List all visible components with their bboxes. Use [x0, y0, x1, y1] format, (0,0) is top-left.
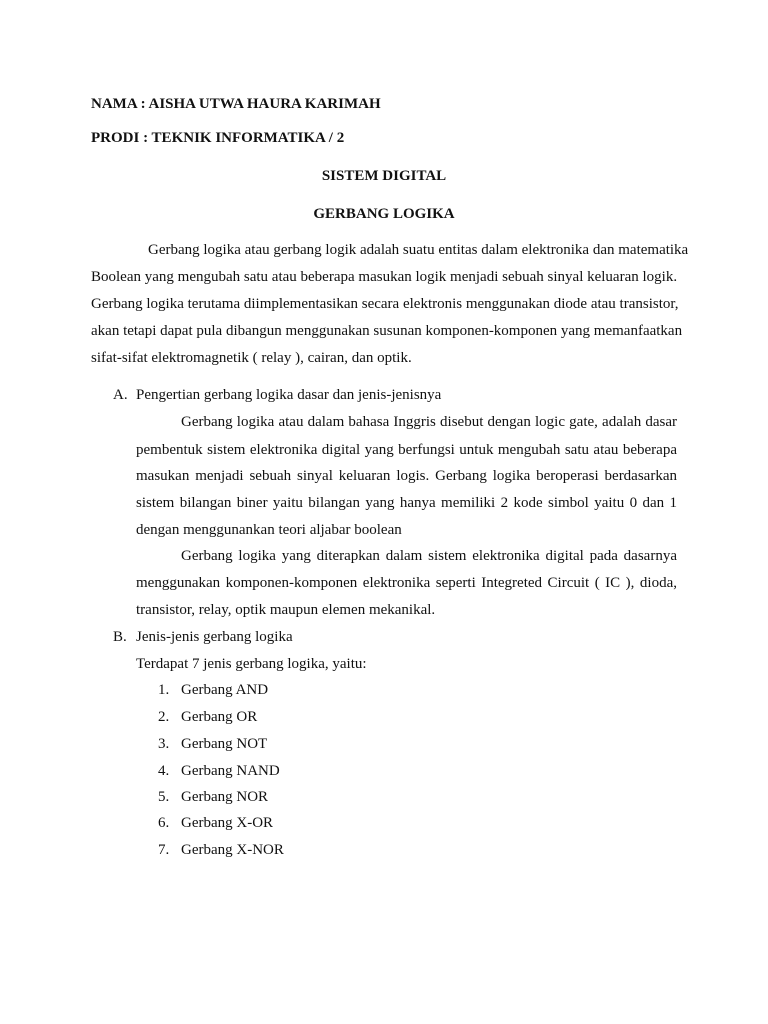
- list-item: Gerbang OR: [181, 709, 258, 725]
- intro-line-2: Boolean yang mengubah satu atau beberapa masukan logik menjadi sebuah sinyal keluaran logik.: [91, 269, 678, 285]
- list-item-number: 5.: [158, 789, 170, 805]
- section-a-para2-line-2: menggunakan komponen-komponen elektronika seperti Integreted Circuit ( IC ), dioda,: [136, 575, 677, 591]
- intro-line-5: sifat-sifat elektromagnetik ( relay ), cairan, dan optik.: [91, 350, 412, 366]
- section-a-para1-line-5: dengan menggunankan teori aljabar boolean: [136, 522, 402, 538]
- intro-line-1: Gerbang logika atau gerbang logik adalah suatu entitas dalam elektronika dan matematika: [148, 242, 689, 258]
- section-a-heading: Pengertian gerbang logika dasar dan jenis-jenisnya: [136, 387, 442, 403]
- list-item-number: 1.: [158, 682, 170, 698]
- section-a-para1-line-3: masukan menjadi sebuah sinyal keluaran logis. Gerbang logika beroperasi berdasarkan: [136, 468, 677, 484]
- list-item-number: 4.: [158, 763, 170, 779]
- list-item: Gerbang AND: [181, 682, 269, 698]
- subject-title: SISTEM DIGITAL: [321, 168, 447, 184]
- topic-title: GERBANG LOGIKA: [313, 206, 455, 222]
- list-item-number: 2.: [158, 709, 170, 725]
- section-a-para1-line-2: pembentuk sistem elektronika digital yang berfungsi untuk mengubah satu atau beberapa: [136, 442, 677, 458]
- section-b-marker: B.: [113, 629, 127, 645]
- intro-line-3: Gerbang logika terutama diimplementasikan secara elektronis menggunakan diode atau transistor,: [91, 296, 679, 312]
- section-a-para2-line-1: Gerbang logika yang diterapkan dalam sistem elektronika digital pada dasarnya: [181, 548, 677, 564]
- list-item: Gerbang NOT: [181, 736, 268, 752]
- list-item-number: 6.: [158, 815, 170, 831]
- section-b-intro: Terdapat 7 jenis gerbang logika, yaitu:: [136, 656, 367, 672]
- intro-line-4: akan tetapi dapat pula dibangun menggunakan susunan komponen-komponen yang memanfaatkan: [91, 323, 683, 339]
- section-a-para1-line-4: sistem bilangan biner yaitu bilangan yang hanya memiliki 2 kode simbol yaitu 0 dan 1: [136, 495, 677, 511]
- list-item: Gerbang NOR: [181, 789, 269, 805]
- name-line: NAMA : AISHA UTWA HAURA KARIMAH: [91, 96, 381, 112]
- section-b-heading: Jenis-jenis gerbang logika: [136, 629, 293, 645]
- section-a-marker: A.: [113, 387, 128, 403]
- section-a-para2-line-3: transistor, relay, optik maupun elemen mekanikal.: [136, 602, 436, 618]
- list-item: Gerbang X-OR: [181, 815, 274, 831]
- list-item: Gerbang NAND: [181, 763, 280, 779]
- section-a-para1-line-1: Gerbang logika atau dalam bahasa Inggris disebut dengan logic gate, adalah dasar: [181, 414, 677, 430]
- list-item-number: 3.: [158, 736, 170, 752]
- prodi-line: PRODI : TEKNIK INFORMATIKA / 2: [91, 130, 345, 146]
- list-item-number: 7.: [158, 842, 170, 858]
- list-item: Gerbang X-NOR: [181, 842, 284, 858]
